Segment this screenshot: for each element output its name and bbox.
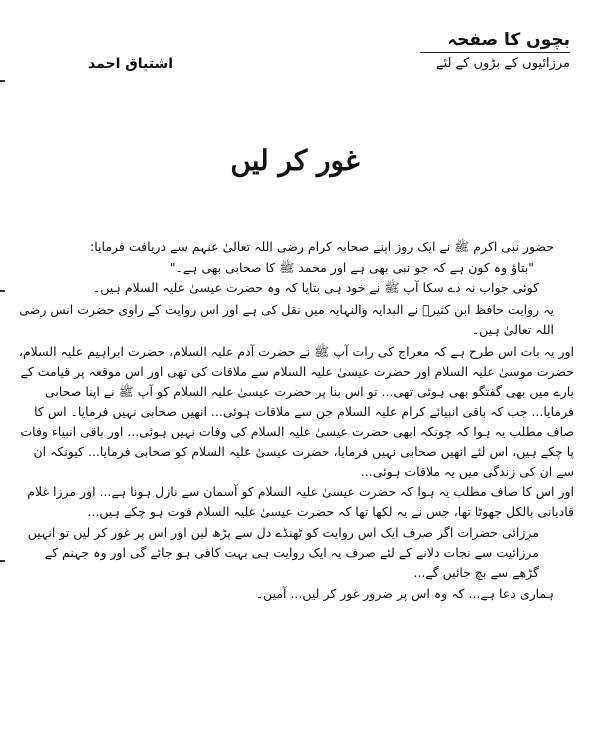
section-title: بچوں کا صفحہ [447, 30, 570, 50]
paragraph-explanation: اور یہ بات اس طرح ہے کہ معراج کی رات آپ ﷺ نے حضرت آدم علیہ السلام، حضرت ابراہیم علیہ السلام، حضرت موسیٰ علیہ السلام اور حضرت عیسیٰ علیہ السلام سے ملاقات کی تھی اور اس موقعہ پر قیامت کے بارے میں بھی گفتگو بھی ہوئی تھی... تو اس بنا پر حضرت عیسیٰ علیہ السلام کو آپ ﷺ نے اپنا صحابی فرمایا... جب کہ باقی انبیائے کرام علیہ السلام جن سے ملاقات ہوئی... انھیں صحابی نہیں فرمایا۔ اس کا صاف مطلب یہ ہوا کہ چونکہ ابھی حضرت عیسیٰ علیہ السلام کی وفات نہیں ہوئی... اور باقی انبیاء وفات پا چکے ہیں، اس لئے انھیں صحابی نہیں فرمایا، حضرت عیسیٰ علیہ السلام کو صحابی فرمایا... کیونکہ ان سے ان کی زندگی میں یہ ملاقات ہوئی... [18, 344, 574, 479]
paragraph-quote: "بتاؤ وہ کون ہے کہ جو نبی بھی ہے اور محمد ﷺ کا صحابی بھی ہے۔" [169, 260, 534, 275]
paragraph-intro: حضور نبی اکرم ﷺ نے ایک روز اپنے صحابہ کرام رضی اللہ تعالیٰ عنہم سے دریافت فرمایا: [90, 239, 554, 254]
article-title: غور کر لیں [230, 144, 360, 177]
paragraph-answer: کوئی جواب نہ دے سکا آپ ﷺ نے خود ہی بتایا کہ وہ حضرت عیسیٰ علیہ السلام ہیں۔ [92, 280, 539, 295]
article-body [18, 237, 574, 604]
section-subtitle: مرزائیوں کے بڑوں کے لئے [435, 56, 570, 71]
paragraph-source: یہ روایت حافظ ابن کثیرؒ نے البدایہ والنہایہ میں نقل کی ہے اور اس روایت کے راوی حضرت انس رضی اللہ تعالیٰ ہیں۔ [19, 302, 554, 337]
scan-margin-mark [0, 80, 5, 82]
paragraph-prayer: ہماری دعا ہے... کہ وہ اس پر ضرور غور کر لیں... آمین۔ [255, 586, 554, 601]
scan-margin-mark [0, 560, 5, 562]
paragraph-conclusion: اور اس کا صاف مطلب یہ ہوا کہ حضرت عیسیٰ علیہ السلام کو آسمان سے نازل ہونا ہے... اور مرزا غلام قادیانی بالکل جھوٹا تھا، جس نے یہ لکھا تھا کہ حضرت عیسیٰ علیہ السلام فوت ہو چکے ہیں... [27, 484, 574, 519]
scan-margin-mark [0, 290, 5, 292]
author-name: اشتیاق احمد [88, 56, 174, 72]
paragraph-appeal: مرزائی حضرات اگر صرف ایک اس روایت کو ٹھنڈے دل سے پڑھ لیں اور اس پر غور کر لیں تو انہیں مرزائیت سے نجات دلانے کے لئے صرف یہ ایک روایت ہی بہت کافی ہو جائے گی اور وہ جہنم کے گڑھے سے بچ جائیں گے... [27, 525, 539, 580]
section-title-underline [420, 52, 570, 53]
